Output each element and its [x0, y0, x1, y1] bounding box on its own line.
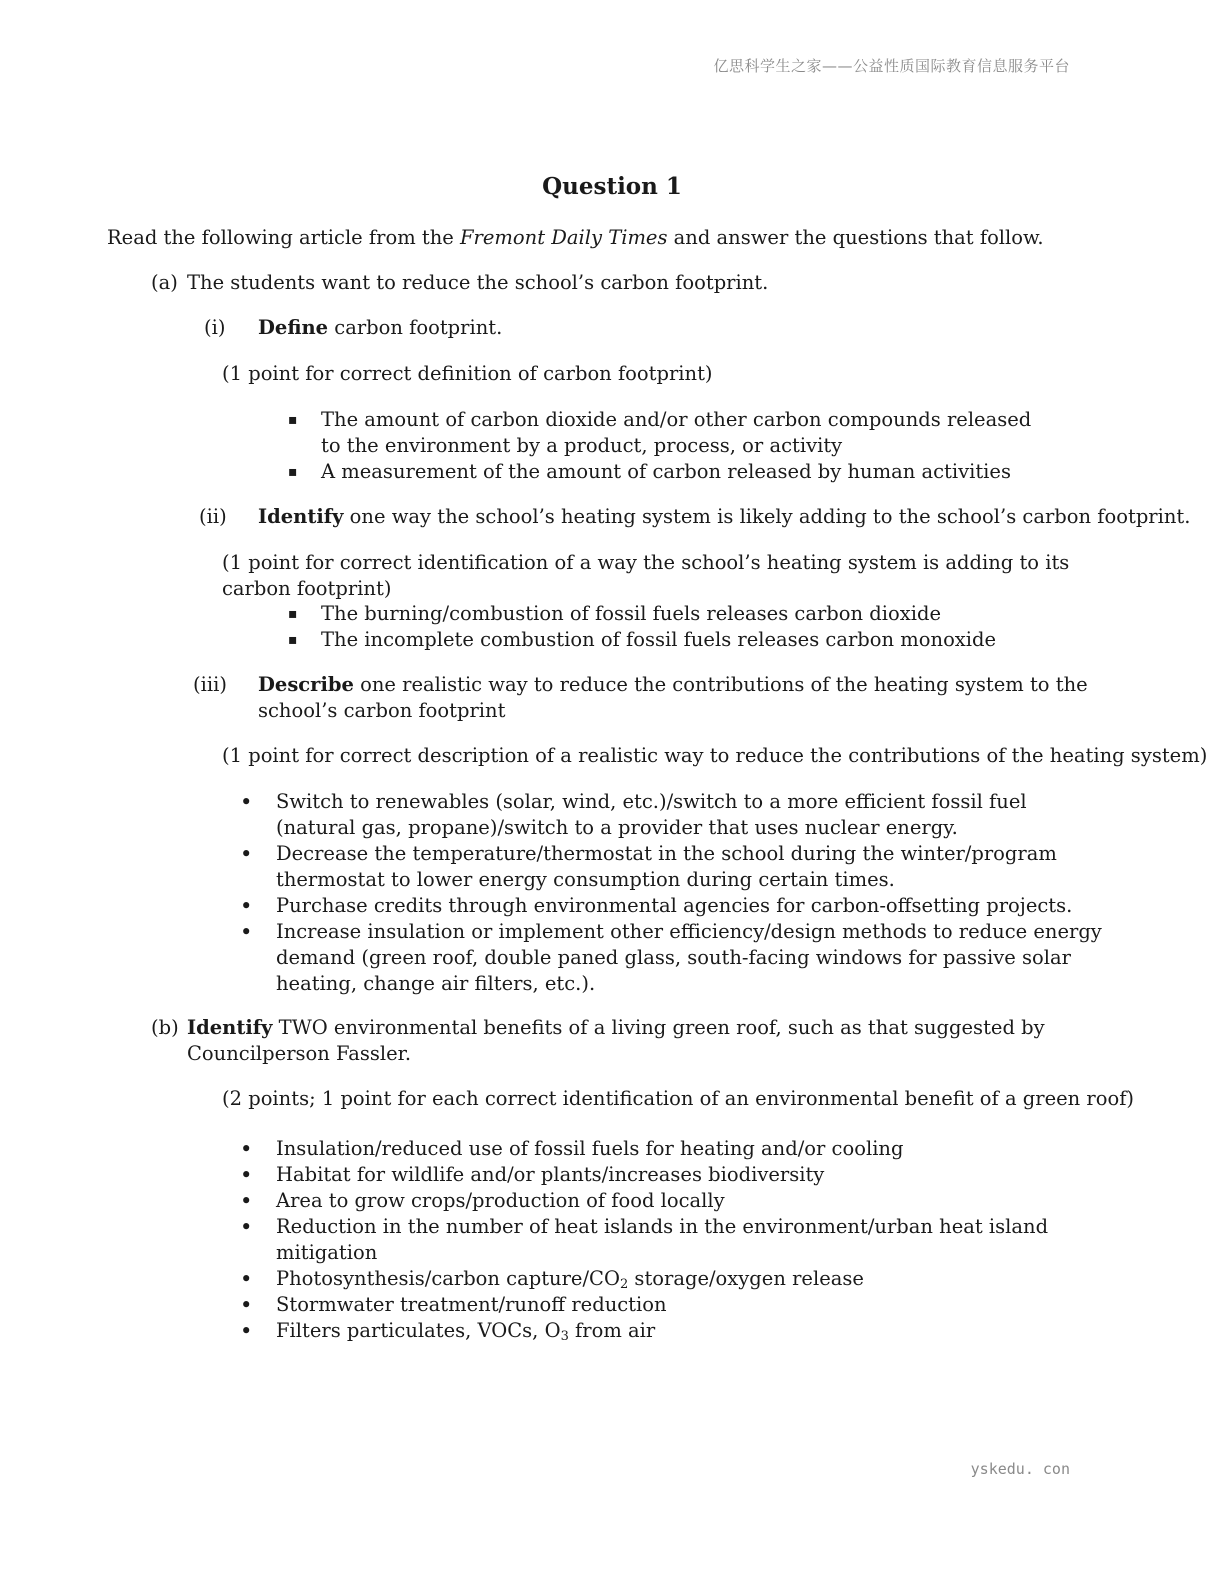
- part-a-i-answers: [288, 407, 1041, 485]
- part-a-i-prompt: [258, 315, 502, 341]
- part-b-label: (b): [151, 1016, 179, 1039]
- part-b-scoring: (2 points; 1 point for each correct identification of an environmental benefit of a green roof): [222, 1087, 1135, 1110]
- part-a-iii-scoring: (1 point for correct description of a realistic way to reduce the contributions of the heating system): [222, 744, 1208, 767]
- list-item: • Switch to renewables (solar, wind, etc.)/switch to a more efficient fossil fuel (natural gas, propane)/switch to a provider that uses nuclear energy.: [240, 790, 1027, 839]
- part-a-iii-prompt: [258, 672, 1098, 724]
- list-item: • Increase insulation or implement other efficiency/design methods to reduce energy demand (green roof, double paned glass, south-facing windows for passive solar heating, change air filters, etc.).: [240, 920, 1102, 995]
- bullet-dot-icon: •: [240, 920, 253, 944]
- list-item: • Decrease the temperature/thermostat in the school during the winter/program thermostat to lower energy consumption during certain times.: [240, 842, 1057, 891]
- list-item: • Insulation/reduced use of fossil fuels for heating and/or cooling: [240, 1137, 904, 1161]
- list-item: ▪ A measurement of the amount of carbon released by human activities: [288, 460, 1011, 483]
- list-item: ▪ The amount of carbon dioxide and/or other carbon compounds released to the environment by a product, process, or activity: [288, 408, 1032, 457]
- part-b-prompt: [187, 1015, 1107, 1067]
- bullet-dot-icon: •: [240, 1267, 253, 1291]
- list-item: • Habitat for wildlife and/or plants/increases biodiversity: [240, 1163, 825, 1187]
- part-b-answers: [240, 1136, 1106, 1344]
- footer-watermark: yskedu. con: [970, 1460, 1070, 1478]
- part-a-ii-text: one way the school’s heating system is likely adding to the school’s carbon footprint.: [343, 505, 1191, 528]
- bullet-dot-icon: •: [240, 1137, 253, 1161]
- bullet-dot-icon: •: [240, 894, 253, 918]
- bullet-dot-icon: •: [240, 1293, 253, 1317]
- question-title: Question 1: [542, 173, 682, 200]
- intro-text-before: Read the following article from the: [107, 226, 461, 249]
- part-a-label: (a): [151, 271, 178, 294]
- part-a-ii-scoring: (1 point for correct identification of a way the school’s heating system is adding to its carbon footprint): [222, 551, 1070, 600]
- list-item: ▪ The incomplete combustion of fossil fuels releases carbon monoxide: [288, 628, 997, 651]
- part-a-ii-answers: [288, 601, 1041, 653]
- list-item: • Photosynthesis/carbon capture/$CO_2$ storage/oxygen release: [240, 1267, 864, 1292]
- part-a-i-scoring: (1 point for correct definition of carbon footprint): [222, 362, 713, 385]
- part-b-verb: Identify: [187, 1016, 273, 1039]
- bullet-dot-icon: •: [240, 790, 253, 814]
- intro-publication: Fremont Daily Times: [460, 226, 668, 249]
- part-a-iii-verb: Describe: [258, 673, 354, 696]
- bullet-dot-icon: •: [240, 1215, 253, 1239]
- square-bullet-icon: ▪: [288, 606, 298, 622]
- bullet-dot-icon: •: [240, 1319, 253, 1343]
- part-a-i-label: (i): [204, 316, 226, 339]
- part-a-i-text: carbon footprint.: [328, 316, 503, 339]
- square-bullet-icon: ▪: [288, 632, 298, 648]
- bullet-dot-icon: •: [240, 842, 253, 866]
- intro-paragraph: [107, 225, 1044, 251]
- square-bullet-icon: ▪: [288, 412, 298, 428]
- list-item: • Stormwater treatment/runoff reduction: [240, 1293, 667, 1317]
- part-a-iii-answers: [240, 789, 1111, 997]
- list-item: • Reduction in the number of heat islands in the environment/urban heat island mitigation: [240, 1215, 1049, 1264]
- intro-text-after: and answer the questions that follow.: [667, 226, 1044, 249]
- part-a-i-verb: Define: [258, 316, 329, 339]
- bullet-dot-icon: •: [240, 1163, 253, 1187]
- part-a-text: The students want to reduce the school’s carbon footprint.: [187, 271, 769, 294]
- list-item: • Area to grow crops/production of food locally: [240, 1189, 725, 1213]
- list-item: • Purchase credits through environmental agencies for carbon-offsetting projects.: [240, 894, 1073, 918]
- part-a-ii-verb: Identify: [258, 505, 344, 528]
- bullet-dot-icon: •: [240, 1189, 253, 1213]
- part-b-text: TWO environmental benefits of a living green roof, such as that suggested by Councilperson Fassler.: [187, 1016, 1045, 1065]
- part-a-iii-label: (iii): [193, 673, 227, 696]
- square-bullet-icon: ▪: [288, 464, 298, 480]
- part-a-ii-label: (ii): [199, 505, 227, 528]
- list-item: • Filters particulates, VOCs, $O_3$ from air: [240, 1319, 656, 1344]
- list-item: ▪ The burning/combustion of fossil fuels releases carbon dioxide: [288, 602, 941, 625]
- header-watermark: 亿思科学生之家——公益性质国际教育信息服务平台: [713, 57, 1070, 75]
- part-a-iii-text: one realistic way to reduce the contributions of the heating system to the school’s carbon footprint: [258, 673, 1088, 722]
- part-a-ii-prompt: [258, 504, 1190, 530]
